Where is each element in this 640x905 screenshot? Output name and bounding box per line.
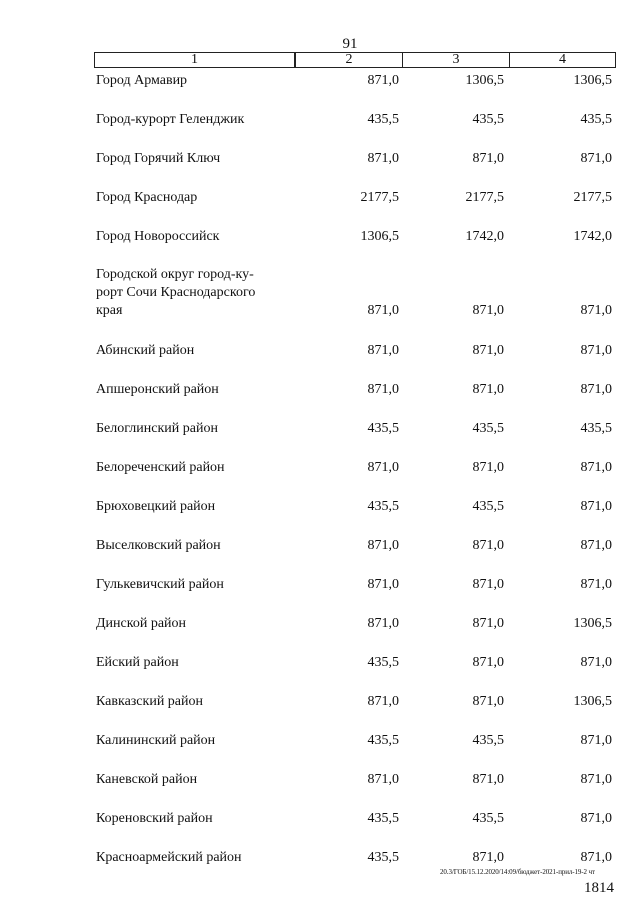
row-value-col3: 871,0: [472, 694, 504, 709]
row-name: Кореновский район: [96, 811, 213, 826]
row-value-col2: 871,0: [367, 577, 399, 592]
page-number: 91: [342, 36, 358, 52]
row-name: Выселковский район: [96, 538, 221, 553]
row-value-col3: 871,0: [472, 772, 504, 787]
row-value-col2: 871,0: [367, 538, 399, 553]
row-value-col3: 435,5: [472, 733, 504, 748]
row-name: Город Горячий Ключ: [96, 151, 221, 166]
row-name: Красноармейский район: [96, 850, 242, 865]
row-value-col3: 1742,0: [465, 229, 504, 244]
row-value-col4: 871,0: [580, 850, 612, 865]
row-value-col4: 1306,5: [573, 73, 612, 88]
row-value-col2: 871,0: [367, 694, 399, 709]
row-value-col2: 871,0: [367, 303, 399, 318]
row-value-col4: 1306,5: [573, 616, 612, 631]
table-header: [94, 52, 616, 68]
row-value-col3: 871,0: [472, 577, 504, 592]
row-value-col4: 435,5: [580, 421, 612, 436]
row-value-col4: 871,0: [580, 343, 612, 358]
row-name: Абинский район: [96, 343, 195, 358]
row-value-col3: 435,5: [472, 499, 504, 514]
row-value-col2: 871,0: [367, 382, 399, 397]
row-value-col4: 1306,5: [573, 694, 612, 709]
row-value-col3: 871,0: [472, 303, 504, 318]
column-header-4: 4: [559, 52, 566, 67]
row-value-col2: 871,0: [367, 151, 399, 166]
row-value-col2: 435,5: [367, 733, 399, 748]
row-value-col4: 2177,5: [573, 190, 612, 205]
row-name: Ейский район: [96, 655, 179, 670]
row-value-col4: 871,0: [580, 303, 612, 318]
column-header-1: 1: [95, 53, 296, 67]
row-name: Город Армавир: [96, 73, 188, 88]
row-value-col4: 871,0: [580, 772, 612, 787]
row-value-col4: 1742,0: [573, 229, 612, 244]
row-value-col2: 871,0: [367, 73, 399, 88]
row-value-col3: 871,0: [472, 382, 504, 397]
row-name: Кавказский район: [96, 694, 204, 709]
row-value-col3: 1306,5: [465, 73, 504, 88]
row-name: Белоглинский район: [96, 421, 218, 436]
row-name: Калининский район: [96, 733, 216, 748]
row-value-col4: 871,0: [580, 811, 612, 826]
row-value-col4: 435,5: [580, 112, 612, 127]
row-value-col4: 871,0: [580, 655, 612, 670]
row-value-col2: 435,5: [367, 811, 399, 826]
row-value-col3: 871,0: [472, 151, 504, 166]
row-value-col3: 435,5: [472, 112, 504, 127]
row-value-col3: 871,0: [472, 460, 504, 475]
column-header-3: 3: [403, 53, 510, 67]
row-value-col3: 871,0: [472, 343, 504, 358]
row-value-col3: 871,0: [472, 850, 504, 865]
row-value-col3: 871,0: [472, 538, 504, 553]
row-value-col3: 871,0: [472, 616, 504, 631]
row-value-col4: 871,0: [580, 577, 612, 592]
row-value-col2: 871,0: [367, 343, 399, 358]
row-value-col3: 2177,5: [465, 190, 504, 205]
sheet-number: 1814: [584, 880, 614, 896]
row-name: Город-курорт Геленджик: [96, 112, 245, 127]
row-value-col4: 871,0: [580, 460, 612, 475]
row-value-col2: 2177,5: [360, 190, 399, 205]
row-value-col4: 871,0: [580, 382, 612, 397]
row-name: Динской район: [96, 616, 187, 631]
row-value-col3: 435,5: [472, 811, 504, 826]
row-value-col2: 871,0: [367, 460, 399, 475]
row-name: Город Новороссийск: [96, 229, 220, 244]
row-name: Город Краснодар: [96, 190, 198, 205]
row-value-col2: 871,0: [367, 772, 399, 787]
row-name: Городской округ город-ку- рорт Сочи Краснодарского края: [96, 267, 256, 318]
row-value-col2: 435,5: [367, 499, 399, 514]
row-value-col4: 871,0: [580, 151, 612, 166]
row-value-col3: 435,5: [472, 421, 504, 436]
column-header-2: 2: [296, 53, 403, 67]
document-code: 20.3/ГОБ/15.12.2020/14:09/бюджет-2021-прил-19-2 чт: [440, 868, 595, 876]
row-value-col2: 435,5: [367, 655, 399, 670]
row-value-col4: 871,0: [580, 538, 612, 553]
row-name: Апшеронский район: [96, 382, 219, 397]
row-value-col2: 435,5: [367, 421, 399, 436]
row-name: Белореченский район: [96, 460, 225, 475]
row-value-col4: 871,0: [580, 499, 612, 514]
row-value-col2: 435,5: [367, 112, 399, 127]
row-value-col4: 871,0: [580, 733, 612, 748]
row-value-col2: 1306,5: [360, 229, 399, 244]
row-name: Гулькевичский район: [96, 577, 224, 592]
row-value-col3: 871,0: [472, 655, 504, 670]
row-value-col2: 871,0: [367, 616, 399, 631]
row-name: Каневской район: [96, 772, 198, 787]
row-name: Брюховецкий район: [96, 499, 216, 514]
row-value-col2: 435,5: [367, 850, 399, 865]
